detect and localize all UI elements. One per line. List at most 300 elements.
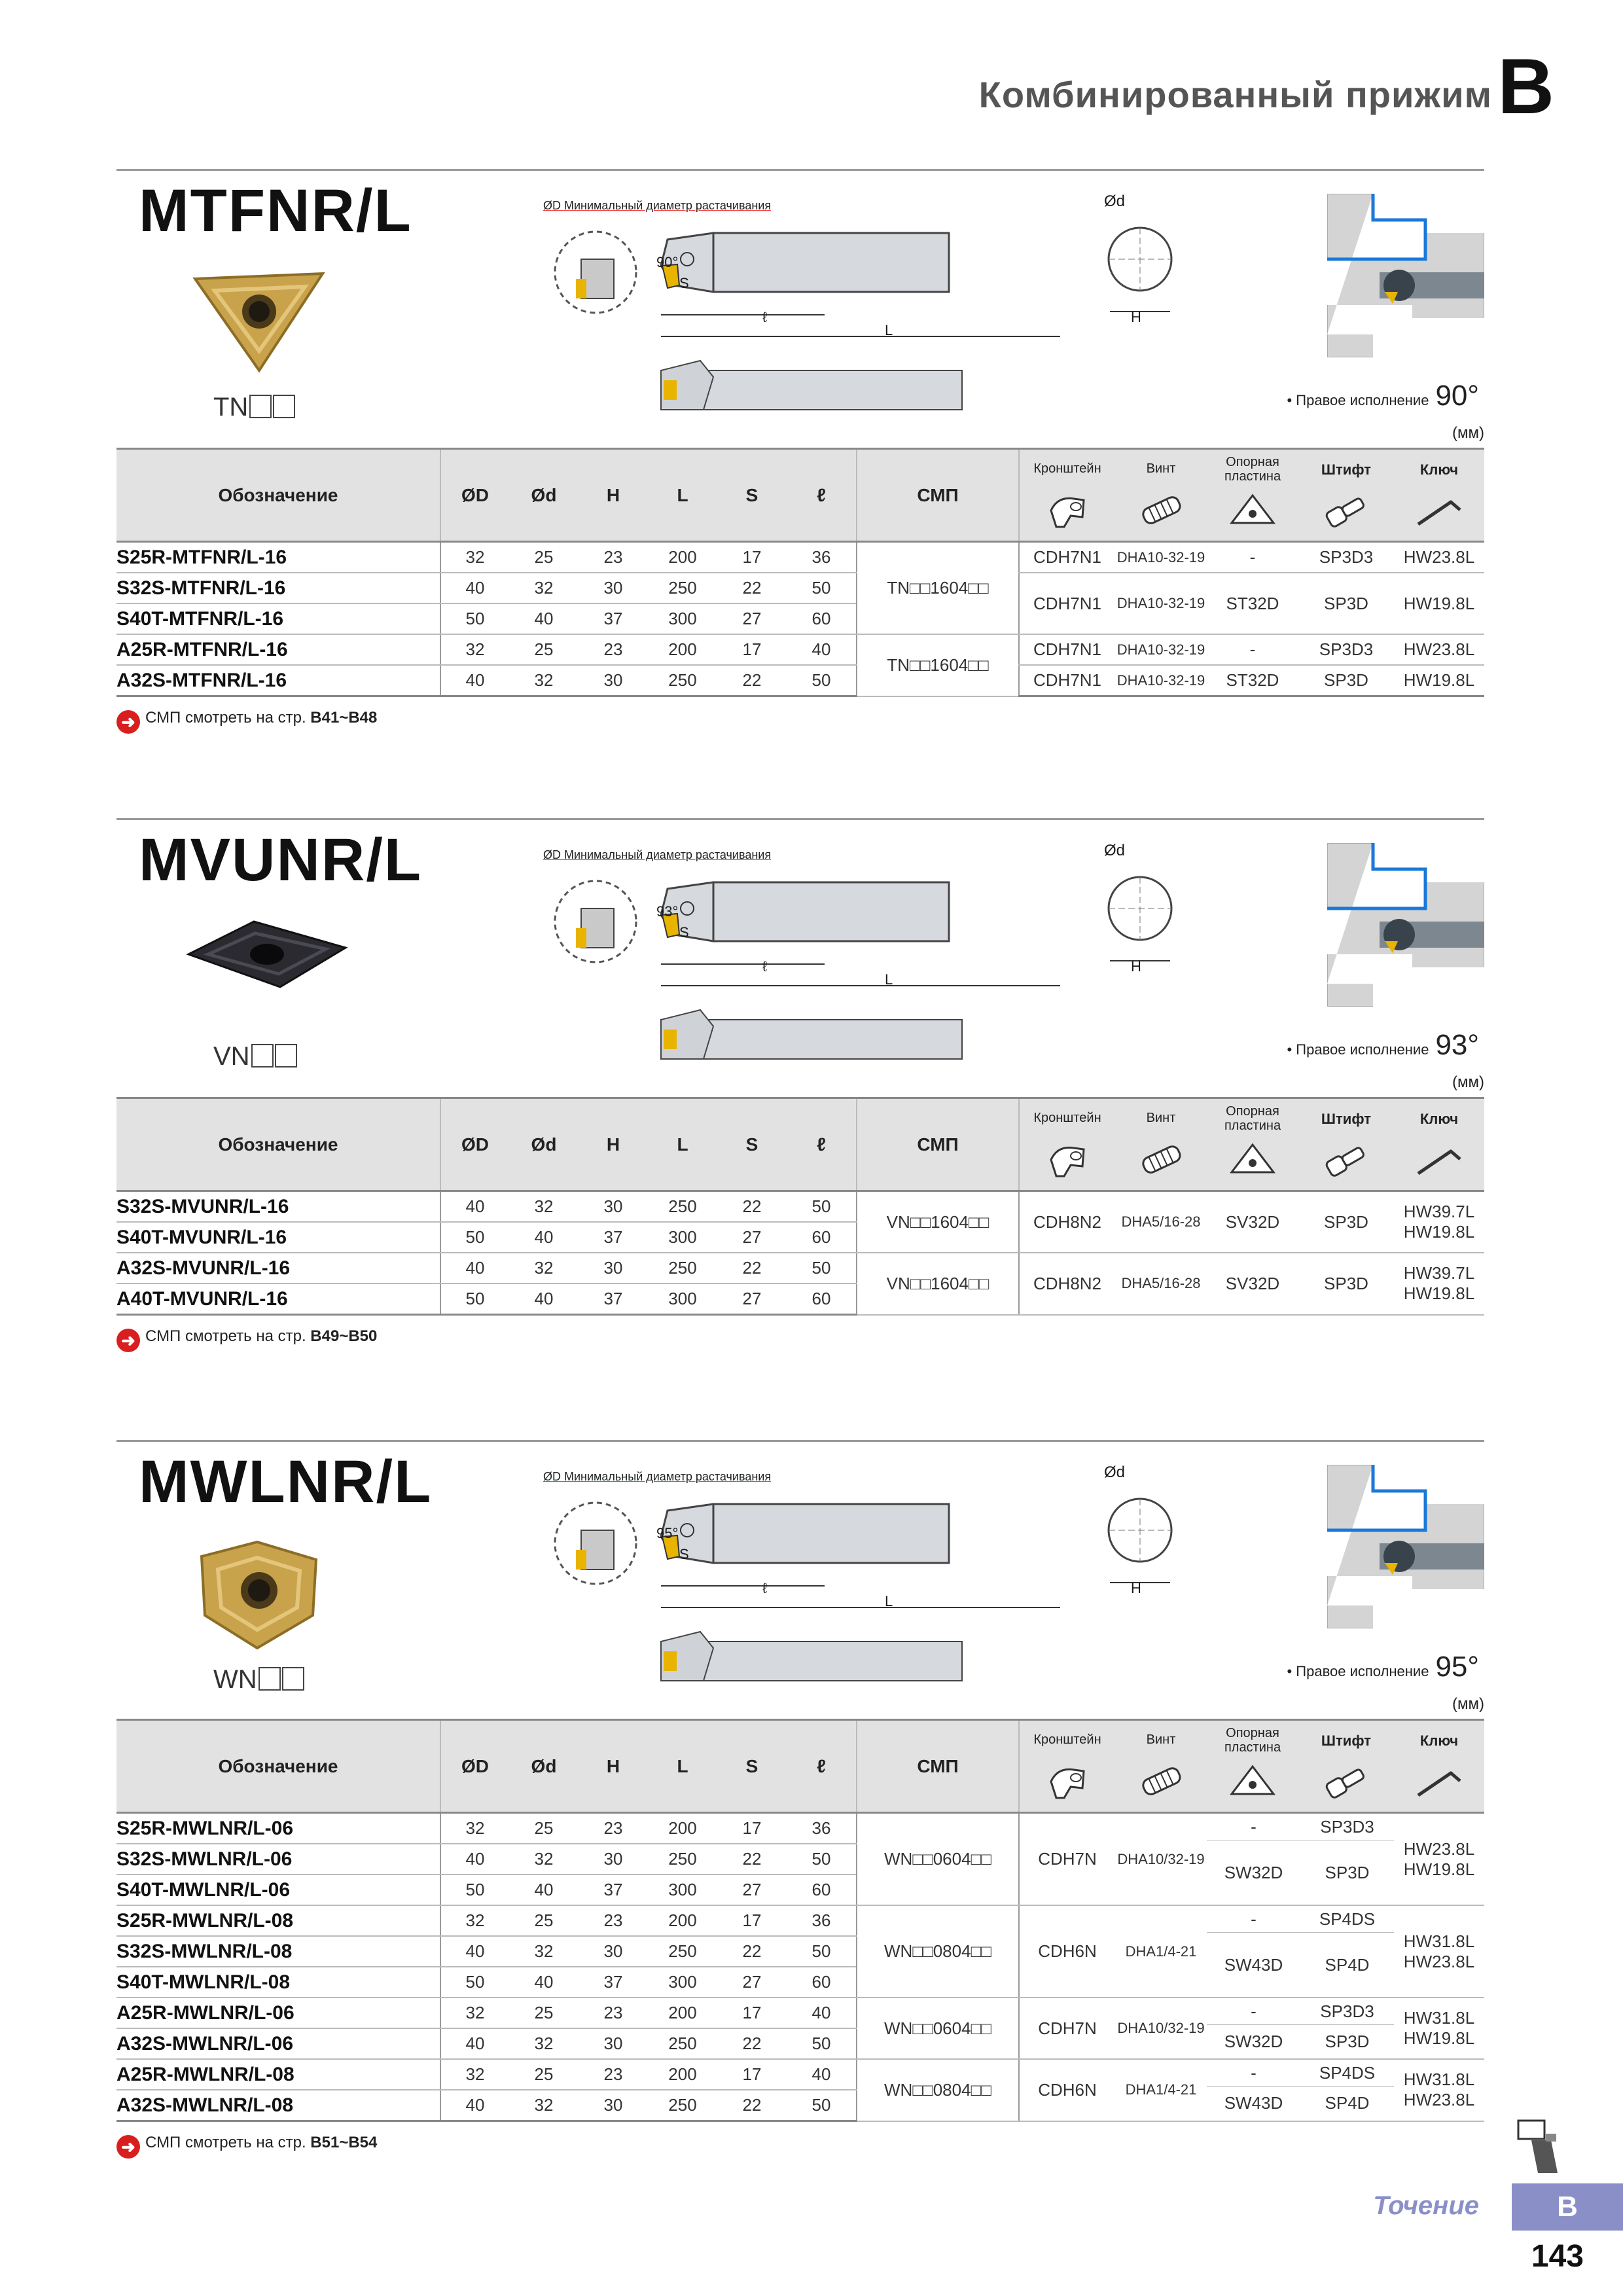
designation-cell: A32S-MTFNR/L-16 — [116, 665, 440, 696]
page-number: 143 — [1531, 2239, 1584, 2274]
bracket-icon — [1044, 491, 1090, 530]
col-d: Ød — [509, 1720, 579, 1813]
H-cell: 30 — [579, 1844, 648, 1874]
bracket-cell: CDH6N — [1019, 2059, 1115, 2121]
insert-cell: WN□□0604□□ — [857, 1998, 1019, 2059]
unit-label: (мм) — [1452, 1695, 1484, 1713]
H-cell: 30 — [579, 2090, 648, 2121]
col-H: H — [579, 449, 648, 542]
col-screw: Винт — [1115, 1098, 1207, 1191]
S-cell: 22 — [717, 2028, 787, 2059]
d-cell: 32 — [509, 2028, 579, 2059]
H-cell: 23 — [579, 1905, 648, 1936]
col-d: Ød — [509, 1098, 579, 1191]
shim-pin-cell — [1207, 1813, 1394, 1906]
l-cell: 60 — [787, 1283, 857, 1315]
designation-cell: S25R-MWLNR/L-06 — [116, 1813, 440, 1844]
turning-icon — [1512, 2114, 1571, 2179]
table-row — [116, 1253, 1484, 1283]
D-cell: 32 — [440, 1998, 509, 2028]
screw-icon — [1135, 1140, 1187, 1179]
pin-cell: SP4D — [1325, 2093, 1370, 2113]
screw-cell: DHA10-32-19 — [1115, 665, 1207, 696]
col-pin: Штифт — [1298, 449, 1394, 542]
shim-cell: - — [1251, 1816, 1257, 1837]
designation-cell: A25R-MWLNR/L-08 — [116, 2059, 440, 2090]
col-l: ℓ — [787, 1720, 857, 1813]
pin-cell: SP3D — [1298, 1253, 1394, 1315]
S-cell: 22 — [717, 1936, 787, 1967]
col-S: S — [717, 449, 787, 542]
col-shim: Опорная пластина — [1207, 1720, 1298, 1813]
D-cell: 32 — [440, 634, 509, 665]
d-cell: 32 — [509, 1936, 579, 1967]
bracket-icon — [1044, 1140, 1090, 1179]
S-cell: 22 — [717, 1191, 787, 1223]
l-cell: 50 — [787, 2028, 857, 2059]
insert-cell: WN□□0804□□ — [857, 1905, 1019, 1998]
screw-cell: DHA10-32-19 — [1115, 542, 1207, 573]
shank-section-drawing — [1099, 1484, 1185, 1602]
H-cell: 30 — [579, 1253, 648, 1283]
d-cell: 32 — [509, 2090, 579, 2121]
key-cell: HW19.8L — [1394, 573, 1484, 634]
section-divider — [116, 1440, 1484, 1442]
lead-angle-label: 90° — [656, 254, 679, 270]
insert-image — [182, 1530, 332, 1664]
D-cell: 40 — [440, 573, 509, 603]
designation-cell: A32S-MWLNR/L-08 — [116, 2090, 440, 2121]
S-cell: 22 — [717, 573, 787, 603]
shim-cell: SW43D — [1224, 2093, 1283, 2113]
shim-cell: SW32D — [1224, 1862, 1283, 1882]
d-cell: 40 — [509, 1283, 579, 1315]
L-cell: 200 — [648, 1998, 717, 2028]
shim-pin-cell — [1207, 1905, 1394, 1998]
min-bore-label: ØD Минимальный диаметр растачивания — [543, 848, 772, 861]
L-cell: 200 — [648, 2059, 717, 2090]
insert-image — [182, 259, 332, 380]
tool-drawing — [543, 863, 1080, 1066]
shim-cell: ST32D — [1207, 665, 1298, 696]
L-cell: 300 — [648, 1967, 717, 1998]
section-divider — [116, 169, 1484, 171]
bracket-cell: CDH7N1 — [1019, 573, 1115, 634]
d-cell: 32 — [509, 1844, 579, 1874]
D-cell: 50 — [440, 1967, 509, 1998]
H-cell: 30 — [579, 573, 648, 603]
bracket-cell: CDH7N1 — [1019, 542, 1115, 573]
bracket-cell: CDH7N1 — [1019, 634, 1115, 665]
S-cell: 22 — [717, 2090, 787, 2121]
designation-cell: S40T-MVUNR/L-16 — [116, 1222, 440, 1253]
shim-cell: - — [1207, 542, 1298, 573]
D-cell: 40 — [440, 2028, 509, 2059]
shim-icon — [1226, 1761, 1279, 1801]
d-cell: 32 — [509, 1253, 579, 1283]
D-cell: 40 — [440, 2090, 509, 2121]
designation-cell: A40T-MVUNR/L-16 — [116, 1283, 440, 1315]
H-cell: 30 — [579, 2028, 648, 2059]
H-cell: 30 — [579, 1936, 648, 1967]
d-cell: 25 — [509, 2059, 579, 2090]
l-cell: 36 — [787, 1813, 857, 1844]
screw-cell: DHA5/16-28 — [1115, 1191, 1207, 1253]
hex-key-icon — [1413, 1763, 1465, 1802]
S-cell: 17 — [717, 2059, 787, 2090]
table-row — [116, 542, 1484, 573]
D-cell: 40 — [440, 1936, 509, 1967]
arrow-right-icon: ➜ — [116, 1329, 140, 1352]
H-cell: 37 — [579, 1967, 648, 1998]
insert-cell: VN□□1604□□ — [857, 1253, 1019, 1315]
D-cell: 50 — [440, 603, 509, 634]
L-cell: 250 — [648, 1844, 717, 1874]
tool-drawing — [543, 213, 1080, 416]
insert-type-label: VN — [213, 1042, 297, 1071]
L-cell: 250 — [648, 1936, 717, 1967]
l-cell: 60 — [787, 603, 857, 634]
S-cell: 27 — [717, 1967, 787, 1998]
hex-key-icon — [1413, 1141, 1465, 1180]
dim-L-label: L — [885, 971, 893, 988]
orientation-note: • Правое исполнение 90° — [1287, 380, 1479, 412]
spec-table — [116, 448, 1484, 697]
designation-cell: S25R-MWLNR/L-08 — [116, 1905, 440, 1936]
pin-cell: SP3D3 — [1298, 634, 1394, 665]
d-cell: 32 — [509, 665, 579, 696]
tool-code: MVUNR/L — [139, 827, 423, 893]
pin-cell: SP3D — [1298, 665, 1394, 696]
H-cell: 23 — [579, 1813, 648, 1844]
key-cell: HW23.8L HW19.8L — [1394, 1813, 1484, 1906]
dim-S-label: S — [679, 924, 689, 941]
pin-cell: SP3D — [1325, 2032, 1370, 2051]
L-cell: 300 — [648, 1874, 717, 1905]
bracket-cell: CDH7N1 — [1019, 665, 1115, 696]
key-cell: HW23.8L — [1394, 542, 1484, 573]
shim-cell: SW43D — [1224, 1954, 1283, 1975]
L-cell: 250 — [648, 2090, 717, 2121]
pin-cell: SP3D — [1298, 573, 1394, 634]
bracket-cell: CDH7N — [1019, 1998, 1115, 2059]
insert-cell: WN□□0604□□ — [857, 1813, 1019, 1906]
spec-table — [116, 1719, 1484, 2122]
designation-cell: A25R-MTFNR/L-16 — [116, 634, 440, 665]
col-L: L — [648, 1720, 717, 1813]
dim-S-label: S — [679, 275, 689, 291]
page-title: Комбинированный прижим — [978, 74, 1492, 115]
L-cell: 250 — [648, 573, 717, 603]
designation-cell: S32S-MWLNR/L-06 — [116, 1844, 440, 1874]
designation-cell: S40T-MWLNR/L-08 — [116, 1967, 440, 1998]
l-cell: 60 — [787, 1967, 857, 1998]
unit-label: (мм) — [1452, 1073, 1484, 1091]
designation-cell: A25R-MWLNR/L-06 — [116, 1998, 440, 2028]
table-row — [116, 634, 1484, 665]
l-cell: 36 — [787, 1905, 857, 1936]
d-cell: 25 — [509, 1998, 579, 2028]
S-cell: 27 — [717, 1874, 787, 1905]
vn-insert-icon — [182, 908, 352, 1000]
machining-illustration — [1327, 1465, 1484, 1628]
tool-drawing — [543, 1484, 1080, 1687]
col-screw: Винт — [1115, 1720, 1207, 1813]
col-D: ØD — [440, 1098, 509, 1191]
designation-cell: A32S-MVUNR/L-16 — [116, 1253, 440, 1283]
l-cell: 50 — [787, 1253, 857, 1283]
lead-angle-label: 93° — [656, 903, 679, 920]
screw-cell: DHA5/16-28 — [1115, 1253, 1207, 1315]
l-cell: 60 — [787, 1874, 857, 1905]
dim-l-label: ℓ — [762, 958, 768, 975]
wn-insert-icon — [182, 1530, 332, 1661]
key-cell: HW19.8L — [1394, 665, 1484, 696]
L-cell: 250 — [648, 1253, 717, 1283]
screw-cell: DHA1/4-21 — [1115, 1905, 1207, 1998]
shank-section-drawing — [1099, 863, 1185, 980]
section-divider — [116, 818, 1484, 820]
L-cell: 300 — [648, 603, 717, 634]
key-cell: HW39.7L HW19.8L — [1394, 1191, 1484, 1253]
insert-cell: TN□□1604□□ — [857, 634, 1019, 696]
bracket-cell: CDH7N — [1019, 1813, 1115, 1906]
d-cell: 40 — [509, 1967, 579, 1998]
designation-cell: S40T-MWLNR/L-06 — [116, 1874, 440, 1905]
l-cell: 50 — [787, 665, 857, 696]
designation-cell: S40T-MTFNR/L-16 — [116, 603, 440, 634]
col-key: Ключ — [1394, 449, 1484, 542]
pin-cell: SP3D3 — [1320, 1816, 1374, 1837]
dim-d-label: Ød — [1104, 1463, 1126, 1481]
L-cell: 250 — [648, 665, 717, 696]
H-cell: 37 — [579, 1283, 648, 1315]
pin-cell: SP4DS — [1319, 1909, 1376, 1929]
tn-insert-icon — [182, 259, 332, 377]
col-H: H — [579, 1720, 648, 1813]
footer-category: Точение — [1373, 2191, 1479, 2220]
shim-cell: SV32D — [1207, 1191, 1298, 1253]
d-cell: 32 — [509, 573, 579, 603]
shim-cell: SV32D — [1207, 1253, 1298, 1315]
dim-L-label: L — [885, 322, 893, 338]
key-cell: HW31.8L HW19.8L — [1394, 1998, 1484, 2059]
S-cell: 22 — [717, 1253, 787, 1283]
table-row — [116, 2059, 1484, 2090]
screw-cell: DHA10-32-19 — [1115, 634, 1207, 665]
D-cell: 40 — [440, 665, 509, 696]
designation-cell: S32S-MWLNR/L-08 — [116, 1936, 440, 1967]
col-shim: Опорная пластина — [1207, 1098, 1298, 1191]
table-row — [116, 1191, 1484, 1223]
D-cell: 32 — [440, 1813, 509, 1844]
col-designation: Обозначение — [116, 1098, 440, 1191]
chapter-letter: B — [1497, 43, 1554, 130]
l-cell: 36 — [787, 542, 857, 573]
col-bracket: Кронштейн — [1019, 449, 1115, 542]
machining-illustration — [1327, 194, 1484, 357]
screw-icon — [1135, 1762, 1187, 1801]
col-S: S — [717, 1720, 787, 1813]
dim-d-label: Ød — [1104, 192, 1126, 210]
l-cell: 40 — [787, 634, 857, 665]
l-cell: 50 — [787, 573, 857, 603]
l-cell: 50 — [787, 1844, 857, 1874]
d-cell: 25 — [509, 1813, 579, 1844]
pin-cell: SP4D — [1325, 1954, 1370, 1975]
col-insert: СМП — [857, 1720, 1019, 1813]
S-cell: 17 — [717, 542, 787, 573]
key-cell: HW39.7L HW19.8L — [1394, 1253, 1484, 1315]
insert-reference[interactable]: ➜ СМП смотреть на стр. B51~B54 — [116, 2134, 377, 2159]
col-pin: Штифт — [1298, 1098, 1394, 1191]
S-cell: 17 — [717, 1998, 787, 2028]
arrow-right-icon: ➜ — [116, 710, 140, 734]
H-cell: 23 — [579, 2059, 648, 2090]
L-cell: 200 — [648, 542, 717, 573]
insert-cell: WN□□0804□□ — [857, 2059, 1019, 2121]
min-bore-label: ØD Минимальный диаметр растачивания — [543, 199, 772, 212]
col-L: L — [648, 1098, 717, 1191]
screw-cell: DHA10-32-19 — [1115, 573, 1207, 634]
H-cell: 23 — [579, 1998, 648, 2028]
l-cell: 50 — [787, 2090, 857, 2121]
S-cell: 17 — [717, 1813, 787, 1844]
designation-cell: S25R-MTFNR/L-16 — [116, 542, 440, 573]
pin-icon — [1320, 1141, 1372, 1180]
col-bracket: Кронштейн — [1019, 1098, 1115, 1191]
D-cell: 50 — [440, 1222, 509, 1253]
dim-l-label: ℓ — [762, 309, 768, 325]
d-cell: 25 — [509, 1905, 579, 1936]
S-cell: 22 — [717, 665, 787, 696]
screw-cell: DHA10/32-19 — [1115, 1998, 1207, 2059]
insert-type-label: TN — [213, 393, 295, 422]
l-cell: 50 — [787, 1936, 857, 1967]
dim-L-label: L — [885, 1593, 893, 1609]
screw-cell: DHA1/4-21 — [1115, 2059, 1207, 2121]
d-cell: 40 — [509, 603, 579, 634]
shim-cell: - — [1251, 1909, 1257, 1929]
D-cell: 40 — [440, 1844, 509, 1874]
insert-reference[interactable]: ➜ СМП смотреть на стр. B49~B50 — [116, 1327, 377, 1352]
min-bore-label: ØD Минимальный диаметр растачивания — [543, 1470, 772, 1483]
d-cell: 25 — [509, 542, 579, 573]
L-cell: 250 — [648, 2028, 717, 2059]
col-designation: Обозначение — [116, 449, 440, 542]
orientation-note: • Правое исполнение 93° — [1287, 1029, 1479, 1061]
lead-angle-label: 95° — [656, 1525, 679, 1541]
insert-reference[interactable]: ➜ СМП смотреть на стр. B41~B48 — [116, 709, 377, 734]
designation-cell: S32S-MVUNR/L-16 — [116, 1191, 440, 1223]
insert-image — [182, 908, 352, 1003]
L-cell: 300 — [648, 1222, 717, 1253]
D-cell: 32 — [440, 2059, 509, 2090]
shim-pin-cell — [1207, 1998, 1394, 2059]
L-cell: 300 — [648, 1283, 717, 1315]
dim-d-label: Ød — [1104, 842, 1126, 859]
shim-cell: - — [1207, 634, 1298, 665]
S-cell: 22 — [717, 1844, 787, 1874]
pin-icon — [1320, 1763, 1372, 1802]
col-D: ØD — [440, 1720, 509, 1813]
spec-table — [116, 1097, 1484, 1316]
D-cell: 40 — [440, 1253, 509, 1283]
S-cell: 17 — [717, 634, 787, 665]
col-key: Ключ — [1394, 1098, 1484, 1191]
pin-cell: SP3D3 — [1320, 2001, 1374, 2021]
col-l: ℓ — [787, 1098, 857, 1191]
S-cell: 27 — [717, 1283, 787, 1315]
S-cell: 27 — [717, 603, 787, 634]
D-cell: 32 — [440, 1905, 509, 1936]
table-row — [116, 1813, 1484, 1844]
H-cell: 37 — [579, 603, 648, 634]
pin-cell: SP3D — [1325, 1862, 1370, 1882]
bracket-cell: CDH8N2 — [1019, 1253, 1115, 1315]
col-screw: Винт — [1115, 449, 1207, 542]
d-cell: 25 — [509, 634, 579, 665]
S-cell: 17 — [717, 1905, 787, 1936]
pin-cell: SP3D3 — [1298, 542, 1394, 573]
shim-icon — [1226, 1139, 1279, 1179]
col-H: H — [579, 1098, 648, 1191]
dim-H-label: H — [1131, 1580, 1141, 1596]
bracket-cell: CDH8N2 — [1019, 1191, 1115, 1253]
D-cell: 40 — [440, 1191, 509, 1223]
chapter-tab: B — [1512, 2183, 1623, 2231]
l-cell: 40 — [787, 2059, 857, 2090]
col-bracket: Кронштейн — [1019, 1720, 1115, 1813]
D-cell: 50 — [440, 1283, 509, 1315]
l-cell: 60 — [787, 1222, 857, 1253]
machining-illustration — [1327, 843, 1484, 1007]
L-cell: 200 — [648, 1813, 717, 1844]
pin-cell: SP4DS — [1319, 2062, 1376, 2083]
insert-cell: TN□□1604□□ — [857, 542, 1019, 635]
pin-cell: SP3D — [1298, 1191, 1394, 1253]
H-cell: 30 — [579, 1191, 648, 1223]
d-cell: 40 — [509, 1222, 579, 1253]
table-row — [116, 573, 1484, 603]
shim-cell: - — [1251, 2001, 1257, 2021]
designation-cell: A32S-MWLNR/L-06 — [116, 2028, 440, 2059]
col-key: Ключ — [1394, 1720, 1484, 1813]
shim-pin-cell — [1207, 2059, 1394, 2121]
col-insert: СМП — [857, 449, 1019, 542]
dim-l-label: ℓ — [762, 1580, 768, 1596]
L-cell: 250 — [648, 1191, 717, 1223]
arrow-right-icon: ➜ — [116, 2135, 140, 2159]
shank-section-drawing — [1099, 213, 1185, 331]
dim-S-label: S — [679, 1546, 689, 1562]
key-cell: HW31.8L HW23.8L — [1394, 1905, 1484, 1998]
col-designation: Обозначение — [116, 1720, 440, 1813]
col-L: L — [648, 449, 717, 542]
hex-key-icon — [1413, 492, 1465, 531]
l-cell: 40 — [787, 1998, 857, 2028]
col-l: ℓ — [787, 449, 857, 542]
dim-H-label: H — [1131, 309, 1141, 325]
col-pin: Штифт — [1298, 1720, 1394, 1813]
table-row — [116, 665, 1484, 696]
insert-type-label: WN — [213, 1665, 304, 1695]
D-cell: 50 — [440, 1874, 509, 1905]
table-row — [116, 1905, 1484, 1936]
screw-icon — [1135, 491, 1187, 530]
shim-cell: ST32D — [1207, 573, 1298, 634]
D-cell: 32 — [440, 542, 509, 573]
